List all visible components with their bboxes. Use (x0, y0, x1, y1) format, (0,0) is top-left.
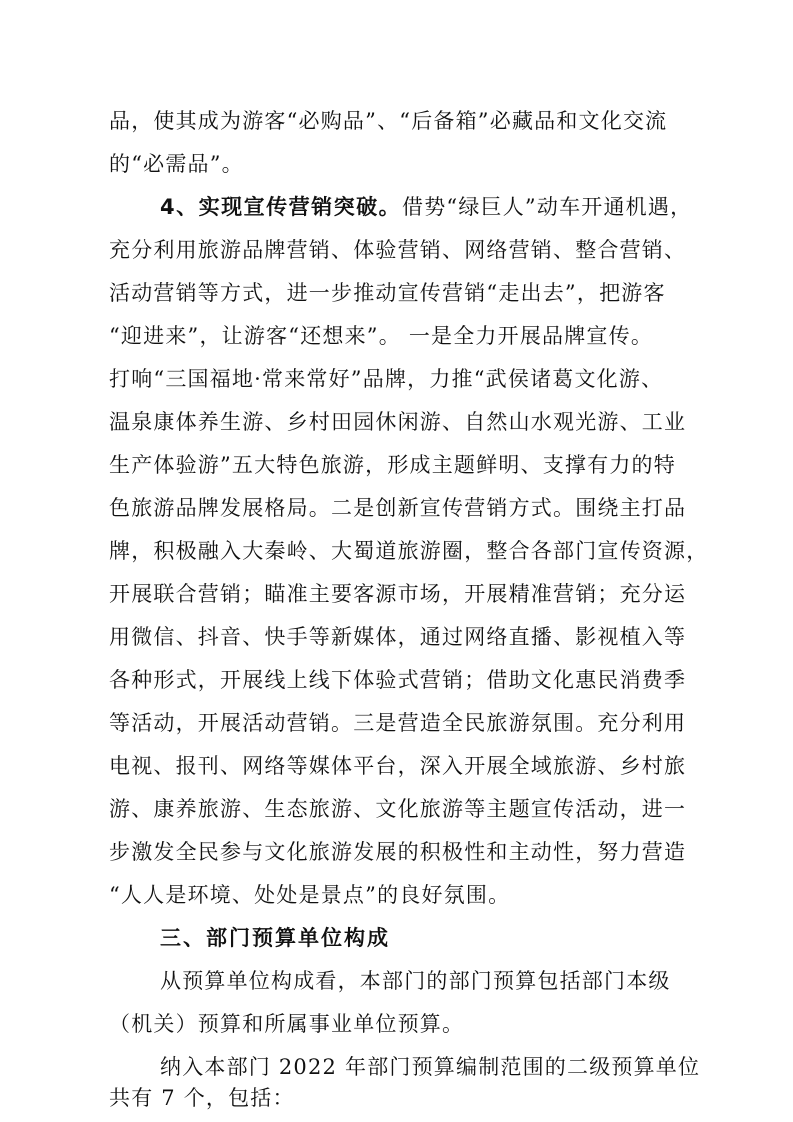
paragraph-line (0, 1002, 793, 1046)
item-4-line (0, 185, 793, 229)
line-text: 温泉康体养生游、乡村田园休闲游、自然山水观光游、工业 (109, 410, 687, 434)
paragraph-line (0, 787, 793, 831)
line-text: 牌，积极融入大秦岭、大蜀道旅游圈，整合各部门宣传资源， (109, 539, 709, 563)
item-4-title: 4、实现宣传营销突破。 (160, 195, 402, 219)
paragraph-line (0, 271, 793, 315)
paragraph-line (0, 572, 793, 616)
section-3-heading (0, 916, 793, 960)
paragraph-line (0, 701, 793, 745)
line-text: 活动营销等方式，进一步推动宣传营销“走出去”，把游客 (109, 281, 666, 305)
line-text: 共有 7 个，包括： (109, 1086, 295, 1110)
paragraph-line (0, 486, 793, 530)
paragraph-line (0, 1076, 793, 1120)
section-3-title: 三、部门预算单位构成 (160, 926, 390, 950)
line-text: “人人是环境、处处是景点”的良好氛围。 (109, 883, 511, 907)
line-text: 充分利用旅游品牌营销、体验营销、网络营销、整合营销、 (109, 238, 687, 262)
line-text: 纳入本部门 2022 年部门预算编制范围的二级预算单位 (160, 1055, 701, 1079)
paragraph-line (0, 615, 793, 659)
line-text: 打响“三国福地·常来常好”品牌，力推“武侯诸葛文化游、 (109, 367, 664, 391)
paragraph-line (0, 228, 793, 272)
line-text: （机关）预算和所属事业单位预算。 (109, 1012, 465, 1036)
line-text: 电视、报刊、网络等媒体平台，深入开展全域旅游、乡村旅 (109, 754, 687, 778)
line-text: 生产体验游”五大特色旅游，形成主题鲜明、支撑有力的特 (109, 453, 676, 477)
paragraph-line (0, 529, 793, 573)
paragraph-line (0, 443, 793, 487)
line-text: 从预算单位构成看，本部门的部门预算包括部门本级 (160, 969, 671, 993)
line-text: 各种形式，开展线上线下体验式营销；借助文化惠民消费季 (109, 668, 687, 692)
paragraph-line (0, 357, 793, 401)
paragraph-line (0, 400, 793, 444)
line-text: 开展联合营销；瞄准主要客源市场，开展精准营销；充分运 (109, 582, 687, 606)
line-text: 品，使其成为游客“必购品”、“后备箱”必藏品和文化交流 (109, 109, 668, 133)
paragraph-line (0, 658, 793, 702)
paragraph-line (0, 830, 793, 874)
line-text: 的“必需品”。 (109, 152, 244, 176)
line-text: 游、康养旅游、生态旅游、文化旅游等主题宣传活动，进一 (109, 797, 687, 821)
line-text: 步激发全民参与文化旅游发展的积极性和主动性，努力营造 (109, 840, 687, 864)
line-text: “迎进来”，让游客“还想来”。 一是全力开展品牌宣传。 (109, 324, 654, 348)
paragraph-line (0, 314, 793, 358)
line-text: 用微信、抖音、快手等新媒体，通过网络直播、影视植入等 (109, 625, 687, 649)
paragraph-line (0, 873, 793, 917)
paragraph-line (0, 959, 793, 1003)
line-text: 色旅游品牌发展格局。二是创新宣传营销方式。围绕主打品 (109, 496, 687, 520)
paragraph-line (0, 142, 793, 186)
line-text: 等活动，开展活动营销。三是营造全民旅游氛围。充分利用 (109, 711, 687, 735)
item-4-text: 借势“绿巨人”动车开通机遇， (402, 195, 693, 219)
paragraph-line (0, 99, 793, 143)
paragraph-line (0, 744, 793, 788)
